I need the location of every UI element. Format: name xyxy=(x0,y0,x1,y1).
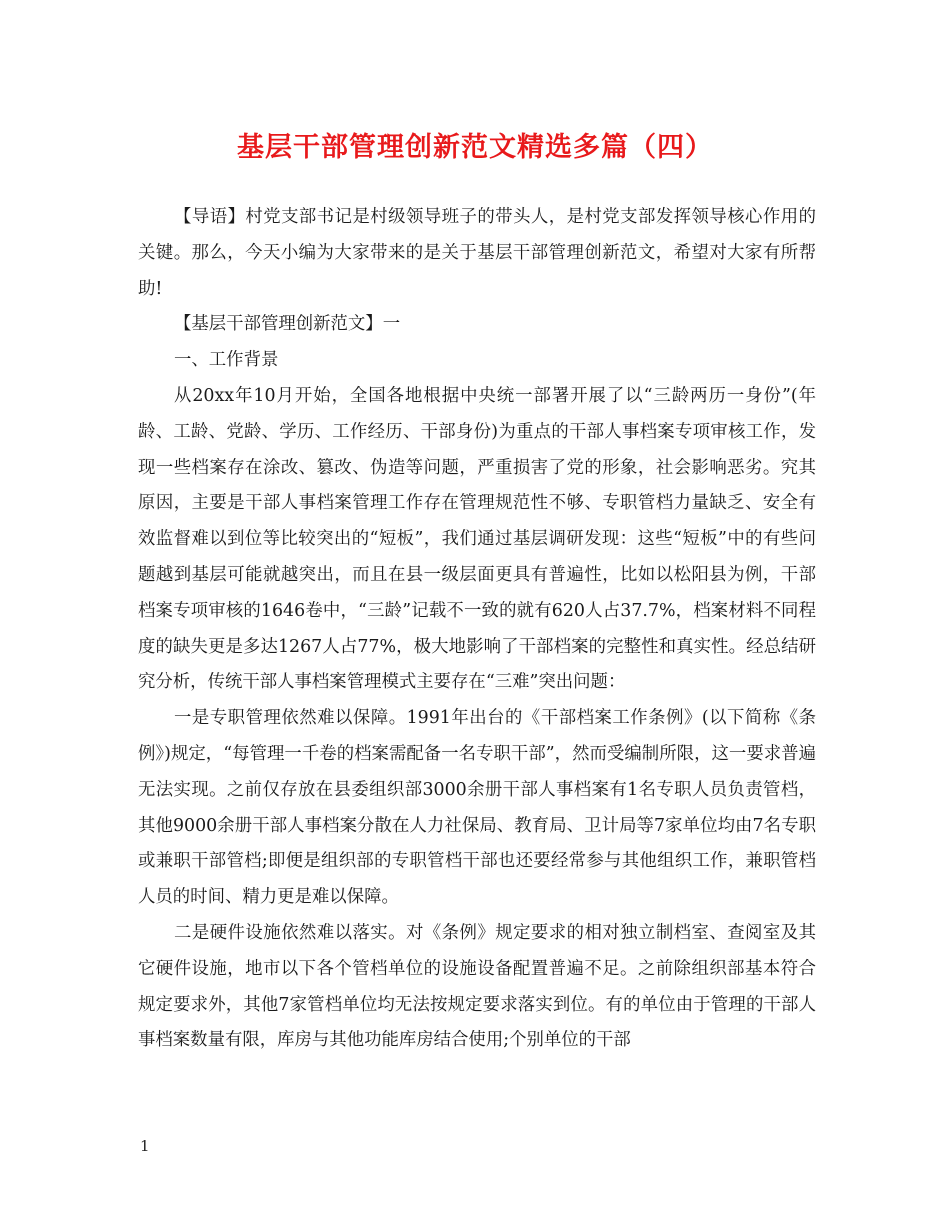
section-heading: 【基层干部管理创新范文】一 xyxy=(174,314,401,335)
body-paragraph: 二是硬件设施依然难以落实。对《条例》规定要求的相对独立制档室、查阅室及其它硬件设施，地市以下各个管档单位的设施设备配置普遍不足。之前除组织部基本符合规定要求外，其他7家管档单位均无法按规定要求落实到位。有的单位由于管理的干部人事档案数量有限，库房与其他功能库房结合使用;个别单位的干部 xyxy=(138,922,816,1051)
page-number: 1 xyxy=(140,1137,150,1155)
subsection-heading: 一、工作背景 xyxy=(174,350,279,371)
intro-paragraph: 【导语】村党支部书记是村级领导班子的带头人，是村党支部发挥领导核心作用的关键。那么，今天小编为大家带来的是关于基层干部管理创新范文，希望对大家有所帮助! xyxy=(138,207,816,299)
document-body xyxy=(138,200,816,1059)
document-title: 基层干部管理创新范文精选多篇（四） xyxy=(237,132,713,163)
body-paragraph: 从20xx年10月开始，全国各地根据中央统一部署开展了以“三龄两历一身份”(年龄、工龄、党龄、学历、工作经历、干部身份)为重点的干部人事档案专项审核工作，发现一些档案存在涂改、篡改、伪造等问题，严重损害了党的形象，社会影响恶劣。究其原因，主要是干部人事档案管理工作存在管理规范性不够、专职管档力量缺乏、安全有效监督难以到位等比较突出的“短板”，我们通过基层调研发现：这些“短板”中的有些问题越到基层可能就越突出，而且在县一级层面更具有普遍性，比如以松阳县为例，干部档案专项审核的1646卷中，“三龄”记载不一致的就有620人占37.7%，档案材料不同程度的缺失更是多达1267人占77%，极大地影响了干部档案的完整性和真实性。经总结研究分析，传统干部人事档案管理模式主要存在“三难”突出问题： xyxy=(138,385,816,693)
body-paragraph: 一是专职管理依然难以保障。1991年出台的《干部档案工作条例》(以下简称《条例》)规定，“每管理一千卷的档案需配备一名专职干部”，然而受编制所限，这一要求普遍无法实现。之前仅存放在县委组织部3000余册干部人事档案有1名专职人员负责管档，其他9000余册干部人事档案分散在人力社保局、教育局、卫计局等7家单位均由7名专职或兼职干部管档;即便是组织部的专职管档干部也还要经常参与其他组织工作，兼职管档人员的时间、精力更是难以保障。 xyxy=(138,708,816,908)
